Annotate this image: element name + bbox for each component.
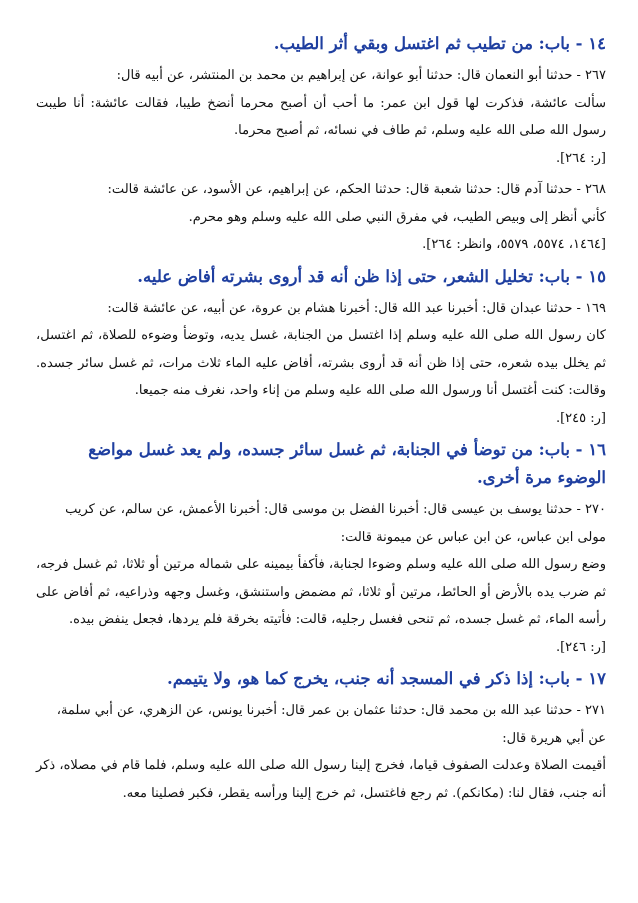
chapter-heading-15: ١٥ - باب: تخليل الشعر، حتى إذا ظن أنه قد أروى بشرته أفاض عليه. bbox=[137, 266, 606, 286]
hadith-267-isnad: ٢٦٧ - حدثنا أبو النعمان قال: حدثنا أبو عوانة، عن إبراهيم بن محمد بن المنتشر، عن أبيه قال: bbox=[116, 68, 606, 83]
hadith-268-isnad: ٢٦٨ - حدثنا آدم قال: حدثنا شعبة قال: حدثنا الحكم، عن إبراهيم، عن الأسود، عن عائشة قالت: bbox=[107, 182, 606, 197]
hadith-267-text: سألت عائشة، فذكرت لها قول ابن عمر: ما أحب أن أصبح محرما أنضخ طيبا، فقالت عائشة: أنا طيبت رسول الله صلى الله عليه وسلم، ثم طاف في نسائه، ثم أصبح محرما. bbox=[36, 95, 606, 138]
hadith-267-reference: [ر: ٢٦٤]. bbox=[555, 150, 606, 166]
chapter-heading-17: ١٧ - باب: إذا ذكر في المسجد أنه جنب، يخرج كما هو، ولا يتيمم. bbox=[166, 669, 606, 688]
hadith-270-reference: [ر: ٢٤٦]. bbox=[555, 639, 606, 655]
hadith-271-text: أقيمت الصلاة وعدلت الصفوف قياما، فخرج إلينا رسول الله صلى الله عليه وسلم، فلما قام في مصلاه، ذكر أنه جنب، فقال لنا: (مكانكم). ثم رجع فاغتسل، ثم خرج إلينا ورأسه يقطر، فكبر فصلينا معه. bbox=[36, 758, 606, 801]
hadith-271-isnad: ٢٧١ - حدثنا عبد الله بن محمد قال: حدثنا عثمان بن عمر قال: أخبرنا يونس، عن الزهري، عن أبي سلمة، عن أبي هريرة قال: bbox=[56, 703, 606, 746]
hadith-169-isnad: ١٦٩ - حدثنا عبدان قال: أخبرنا عبد الله قال: أخبرنا هشام بن عروة، عن أبيه، عن عائشة قالت: bbox=[107, 300, 606, 316]
hadith-270-text: وضع رسول الله صلى الله عليه وسلم وضوءا لجنابة، فأكفأ بيمينه على شماله مرتين أو ثلاثا، ثم غسل فرجه، ثم ضرب يده بالأرض أو الحائط، مرتين أو ثلاثا، ثم مضمض واستنشق، وغسل وجهه وذراعيه، ثم أفاض على رأسه الماء، ثم غسل جسده، ثم تنحى فغسل رجليه، قالت: فأتيته بخرقة فلم يردها، فجعل ينفض بيده. bbox=[36, 557, 606, 627]
hadith-268-reference: [١٤٦٤، ٥٥٧٤، ٥٥٧٩، وانظر: ٢٦٤]. bbox=[422, 237, 606, 252]
chapter-heading-14: ١٤ - باب: من تطيب ثم اغتسل وبقي أثر الطيب. bbox=[273, 34, 606, 53]
hadith-169-text: كان رسول الله صلى الله عليه وسلم إذا اغتسل من الجنابة، غسل يديه، وتوضأ وضوءه للصلاة، ثم اغتسل، ثم يخلل بيده شعره، حتى إذا ظن أنه قد أروى بشرته، أفاض عليه الماء ثلاث مرات، ثم غسل سائر جسده. وقالت: كنت أغتسل أنا ورسول الله صلى الله عليه وسلم من إناء واحد، نغرف منه جميعا. bbox=[36, 328, 606, 398]
hadith-169-reference: [ر: ٢٤٥]. bbox=[555, 410, 606, 426]
hadith-270-isnad: ٢٧٠ - حدثنا يوسف بن عيسى قال: أخبرنا الفضل بن موسى قال: أخبرنا الأعمش، عن سالم، عن كريب مولى ابن عباس، عن ابن عباس عن ميمونة قالت: bbox=[65, 502, 606, 545]
hadith-268-text: كأني أنظر إلى وبيص الطيب، في مفرق النبي صلى الله عليه وسلم وهو محرم. bbox=[188, 209, 606, 225]
chapter-heading-16: ١٦ - باب: من توضأ في الجنابة، ثم غسل سائر جسده، ولم يعد غسل مواضع الوضوء مرة أخرى. bbox=[88, 440, 606, 487]
